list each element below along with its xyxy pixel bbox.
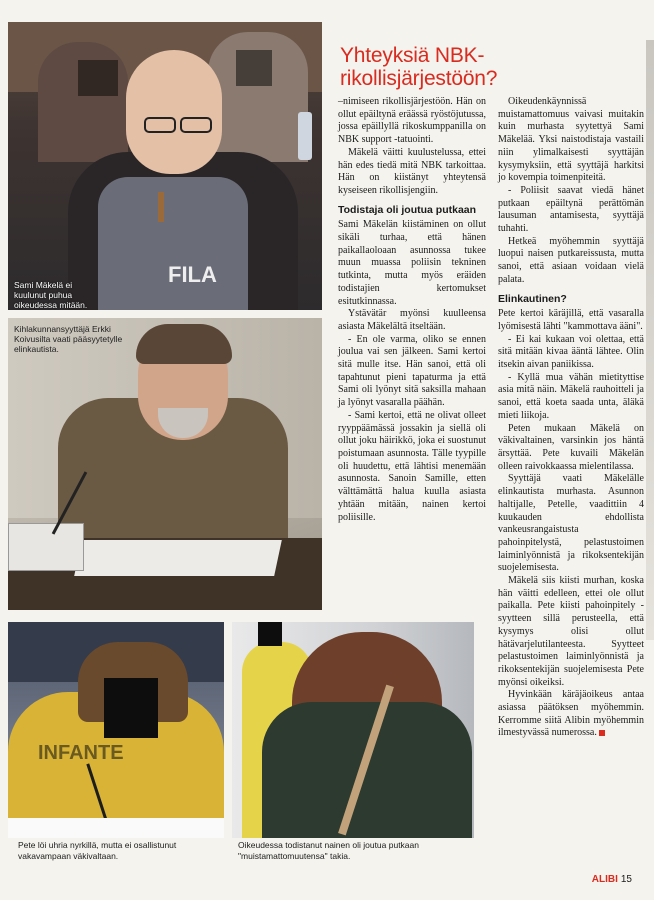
photo-caption: Kihlakunnansyyttäjä Erkki Koivusilta vaati pääsyytetylle elinkautista. bbox=[14, 324, 123, 354]
closing-text: Hyvinkään käräjäoikeus antaa asiassa päätöksen myöhemmin. Kerromme siitä Alibin myöhemmin ilmestyvässä numerossa. bbox=[498, 689, 644, 739]
photo-caption: Sami Mäkelä ei kuulunut puhua oikeudessa mitään. bbox=[14, 280, 88, 310]
paragraph: Mäkelä siis kiisti murhan, koska hän väitti edelleen, ettei ole ollut paikalla. Pete kiisti pahoinpitely -syytteen sillä perusteella, että kysymys olisi ollut hätävarjelutilanteesta. Syytteet pelastustoimen laiminlyönnistä ja rikoksentekijän suojelemisesta Pete myönsi oikeiksi. bbox=[498, 575, 644, 688]
paragraph: - Poliisit saavat viedä hänet putkaan epäiltynä perättömän lausuman antamisesta, syyttäjä tuhahti. bbox=[498, 184, 644, 235]
subheading: Todistaja oli joutua putkaan bbox=[338, 203, 477, 216]
end-mark-icon bbox=[599, 730, 605, 736]
paragraph: Pete kertoi käräjillä, että vasaralla lyömisestä lähti "kammottava ääni". bbox=[498, 308, 644, 332]
paragraph bbox=[498, 689, 644, 740]
photo-prosecutor bbox=[8, 318, 322, 610]
page-footer bbox=[592, 874, 632, 885]
paragraph: - Sami kertoi, että ne olivat olleet ryyppäämässä jossakin ja siellä oli ollut joku häirikkö, joka ei suostunut poistumaan asunnosta. Tälle tyypille oli huudettu, että lähtisi menemään asunnosta. Sanoin Samille, etten välttämättä halua kuulla asiasta yhtään mitään, nainen kertoi poliisille. bbox=[338, 409, 486, 523]
magazine-name: ALIBI bbox=[591, 874, 618, 885]
paragraph: - En ole varma, oliko se ennen joulua vai sen jälkeen. Sami kertoi sitä mulle itse. Hän sanoi, että oli tapahtunut pieni tapaturma ja että Sami oli lyönyt sitä saksilla mahaan ja lyönyt vasaralla päähän. bbox=[338, 333, 486, 409]
paragraph: Sami Mäkelän kiistäminen on ollut sikäli turhaa, että hänen paikallaoloaan asunnossa tukee muun muassa poliisin tekninen tutkinta, mutta myös eräiden todistajien kertomukset esitutkinnassa. bbox=[338, 219, 486, 307]
photo-pete: INFANTE bbox=[8, 622, 224, 838]
photo-defendant: FILA Sami Mäkelä ei kuulunut puhua oikeudessa mitään. bbox=[8, 22, 322, 310]
paragraph: - Kyllä mua vähän mietityttise asia mitä näin. Mäkelä rauhoitteli ja sanoi, että koeta saada unta, äläkä mieti liikoja. bbox=[498, 371, 644, 421]
paragraph: Oikeudenkäynnissä muistamattomuus vaivasi muitakin kuin murhasta syytettyä Sami Mäkelää. Yksi naistodistaja vastaili niin ylimalkaisesti syyttäjän kysymyksiin, että syyttäjä harkitsi jo kovempia toimenpiteitä. bbox=[498, 96, 644, 184]
paragraph: –nimiseen rikollisjärjestöön. Hän on ollut epäiltynä eräässä ryöstöjutussa, jossa epäillyllä rikoskumppanilla on NBK support -tatuointi. bbox=[338, 96, 486, 146]
article-headline: Yhteyksiä NBK-rikollisjärjestöön? bbox=[340, 44, 498, 90]
article-column-right bbox=[498, 96, 644, 740]
subheading: Elinkautinen? bbox=[498, 292, 567, 305]
photo-witness bbox=[232, 622, 474, 838]
photo-caption: Pete löi uhria nyrkillä, mutta ei osallistunut vakavampaan väkivaltaan. bbox=[18, 840, 177, 861]
paragraph: Peten mukaan Mäkelä on väkivaltainen, varsinkin jos häntä ärsyttää. Pete kuvaili Mäkelän olleen raivokkaassa mielentilassa. bbox=[498, 422, 644, 472]
article-column-left bbox=[338, 96, 486, 524]
paragraph: Ystävätär myönsi kuulleensa asiasta Mäkelältä itseltään. bbox=[338, 308, 486, 332]
paragraph: Mäkelä väitti kuulustelussa, ettei hän edes tiedä mitä NBK tarkoittaa. Hän on kiistänyt yhteytensä kyseiseen rikollisjengiin. bbox=[338, 146, 486, 196]
paragraph: Syyttäjä vaati Mäkelälle elinkautista murhasta. Asunnon haltijalle, Petelle, vaadittiin 4 kuukauden ehdollista vankeusrangaistusta pahoinpitelystä, pelastustoimen laiminlyönnistä ja rikoksentekijän suojelemisesta. bbox=[498, 473, 644, 574]
photo-caption: Oikeudessa todistanut nainen oli joutua putkaan "muistamattomuutensa" takia. bbox=[238, 840, 419, 861]
paragraph: Hetkeä myöhemmin syyttäjä luopui naisen putkareissusta, mutta sanoi, että asiaan voidaan vielä palata. bbox=[498, 235, 644, 285]
next-page-edge bbox=[646, 40, 654, 640]
page-number: 15 bbox=[620, 874, 632, 885]
paragraph: - Ei kai kukaan voi olettaa, että sitä mitään kivaa ääntä lähtee. Olin itsekin aivan paniikissa. bbox=[498, 333, 644, 371]
